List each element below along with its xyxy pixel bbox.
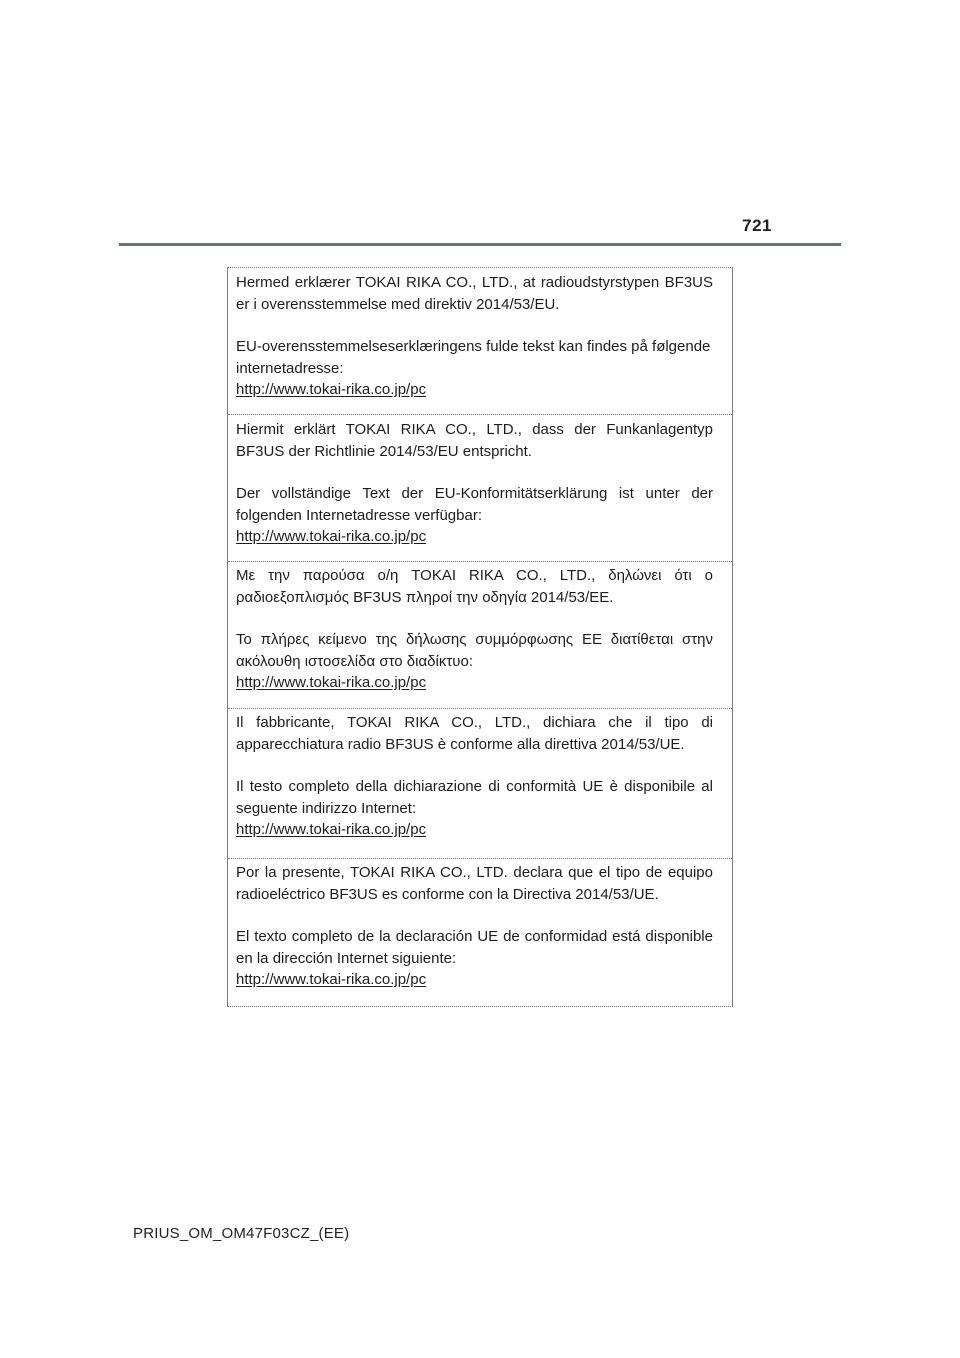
full-text-note: Der vollständige Text der EU-Konformitätserklärung ist unter der folgenden Internetadresse verfügbar: — [236, 485, 713, 524]
declaration-section-greek — [228, 565, 732, 693]
full-text-note: EU-overensstemmelseserklæringens fulde tekst kan findes på følgende internetadresse: — [236, 338, 711, 377]
declaration-text: Hiermit erklärt TOKAI RIKA CO., LTD., dass der Funkanlagentyp BF3US der Richtlinie 2014/53/EU entspricht. — [236, 421, 713, 460]
declaration-section-german — [228, 419, 732, 547]
website-link[interactable]: http://www.tokai-rika.co.jp/pc — [236, 674, 427, 691]
document-code: PRIUS_OM_OM47F03CZ_(EE) — [133, 1225, 350, 1242]
section-divider — [228, 708, 732, 709]
full-text-note: El texto completo de la declaración UE de conformidad está disponible en la dirección Internet siguiente: — [236, 928, 713, 967]
full-text-note: Το πλήρες κείμενο της δήλωσης συμμόρφωσης ΕΕ διατίθεται στην ακόλουθη ιστοσελίδα στο διαδίκτυο: — [236, 631, 713, 670]
declaration-section-spanish — [228, 862, 732, 990]
section-divider — [228, 561, 732, 562]
header-rule — [119, 243, 841, 246]
declaration-section-italian — [228, 712, 732, 840]
declaration-text: Με την παρούσα ο/η TOKAI RIKA CO., LTD., δηλώνει ότι ο ραδιοεξοπλισμός BF3US πληροί την οδηγία 2014/53/ΕΕ. — [236, 567, 713, 606]
website-link[interactable]: http://www.tokai-rika.co.jp/pc — [236, 821, 427, 838]
declaration-text: Hermed erklærer TOKAI RIKA CO., LTD., at radioudstyrstypen BF3US er i overensstemmelse med direktiv 2014/53/EU. — [236, 274, 713, 313]
website-link[interactable]: http://www.tokai-rika.co.jp/pc — [236, 971, 427, 988]
declaration-section-danish — [228, 272, 732, 400]
website-link[interactable]: http://www.tokai-rika.co.jp/pc — [236, 528, 427, 545]
full-text-note: Il testo completo della dichiarazione di conformità UE è disponibile al seguente indirizzo Internet: — [236, 778, 713, 817]
declaration-text: Il fabbricante, TOKAI RIKA CO., LTD., dichiara che il tipo di apparecchiatura radio BF3US è conforme alla direttiva 2014/53/UE. — [236, 714, 713, 753]
declaration-text: Por la presente, TOKAI RIKA CO., LTD. declara que el tipo de equipo radioeléctrico BF3US es conforme con la Directiva 2014/53/UE. — [236, 864, 713, 903]
section-divider — [228, 414, 732, 415]
declaration-box — [227, 267, 733, 1007]
section-divider — [228, 858, 732, 859]
page-number: 721 — [742, 216, 772, 235]
website-link[interactable]: http://www.tokai-rika.co.jp/pc — [236, 381, 427, 398]
